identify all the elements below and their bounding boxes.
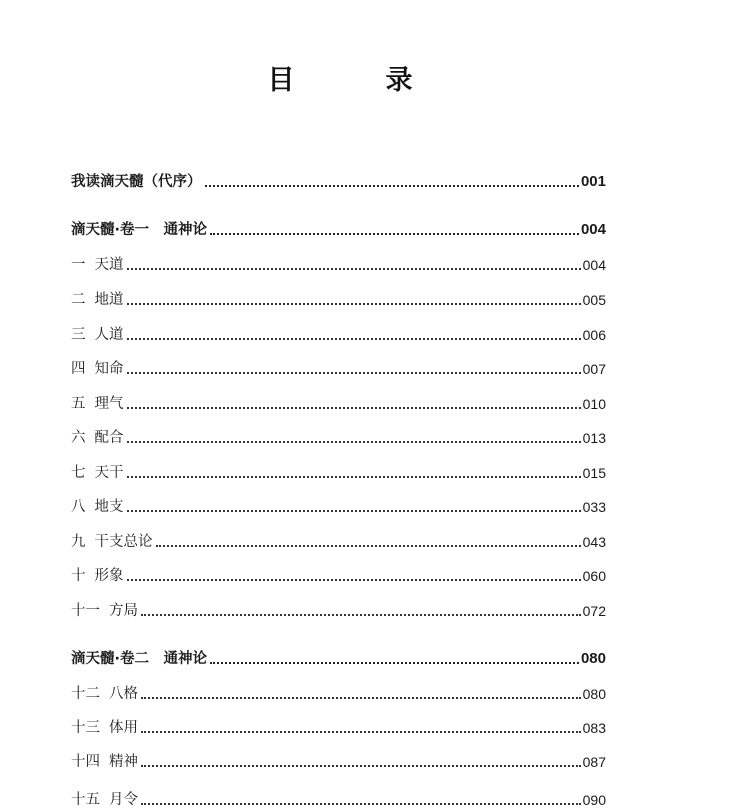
toc-entry[interactable] — [71, 680, 606, 704]
toc-entry-title: 月令 — [109, 792, 138, 808]
toc-leader-dots — [210, 662, 579, 664]
toc-leader-dots — [127, 476, 581, 478]
toc-entry-title: 滴天髓·卷二 通神论 — [71, 651, 208, 667]
toc-page-number: 080 — [580, 650, 606, 667]
toc-entry[interactable] — [71, 493, 606, 517]
toc-entry-number: 三 — [71, 327, 86, 343]
toc-page-number: 007 — [582, 361, 606, 377]
toc-entry[interactable] — [71, 251, 606, 275]
toc-entry-number: 四 — [71, 361, 86, 377]
toc-entry-number: 六 — [71, 430, 86, 446]
page-title: 目 录 — [267, 65, 445, 96]
toc-page-number: 043 — [582, 534, 606, 550]
toc-leader-dots — [141, 765, 581, 767]
toc-entry[interactable] — [71, 528, 606, 552]
toc-entry[interactable] — [71, 355, 606, 379]
toc-section-volume-2[interactable] — [71, 645, 606, 669]
toc-entry[interactable] — [71, 562, 606, 586]
toc-page-number: 083 — [582, 720, 606, 736]
toc-entry-title: 天道 — [94, 257, 124, 273]
toc-entry-number: 十四 — [71, 754, 100, 770]
toc-leader-dots — [141, 697, 581, 699]
toc-section-volume-1[interactable] — [71, 216, 606, 240]
toc-entry[interactable] — [71, 424, 606, 448]
toc-entry-title: 天干 — [94, 465, 124, 481]
toc-entry-number: 八 — [71, 499, 86, 515]
toc-page-number: 060 — [582, 568, 606, 584]
toc-entry[interactable] — [71, 714, 606, 738]
toc-page-number: 004 — [582, 257, 606, 273]
toc-entry[interactable] — [71, 748, 606, 772]
toc-page-number: 072 — [582, 603, 606, 619]
toc-entry-title: 地道 — [94, 292, 124, 308]
toc-page-number: 015 — [582, 465, 606, 481]
toc-entry-number: 十三 — [71, 720, 100, 736]
toc-entry-number: 十二 — [71, 686, 100, 702]
toc-entry-number: 九 — [71, 534, 86, 550]
toc-entry-title: 地支 — [94, 499, 124, 515]
toc-entry-title: 我读滴天髓（代序） — [71, 174, 202, 190]
toc-entry-title: 理气 — [94, 396, 124, 412]
toc-entry-number: 十 — [71, 568, 86, 584]
toc-entry[interactable] — [71, 786, 606, 810]
toc-entry-title: 八格 — [109, 686, 138, 702]
toc-entry[interactable] — [71, 321, 606, 345]
toc-leader-dots — [127, 338, 581, 340]
toc-entry-number: 一 — [71, 257, 86, 273]
toc-entry-title: 干支总论 — [94, 534, 153, 550]
toc-entry-cut-off — [71, 786, 606, 808]
toc-page-number: 033 — [582, 499, 606, 515]
toc-entry-number: 十五 — [71, 792, 100, 808]
toc-leader-dots — [127, 407, 581, 409]
toc-page-number: 080 — [582, 686, 606, 702]
toc-page-number: 013 — [582, 430, 606, 446]
toc-leader-dots — [127, 372, 581, 374]
toc-leader-dots — [127, 268, 581, 270]
toc-entry-title: 人道 — [94, 327, 124, 343]
toc-entry[interactable] — [71, 459, 606, 483]
toc-leader-dots — [141, 731, 581, 733]
toc-entry-title: 精神 — [109, 754, 138, 770]
toc-leader-dots — [127, 441, 581, 443]
toc-entry-preface[interactable] — [71, 168, 606, 192]
toc-entry-title: 体用 — [109, 720, 138, 736]
toc-entry-number: 二 — [71, 292, 86, 308]
toc-entry-title: 形象 — [94, 568, 124, 584]
toc-page-number: 006 — [582, 327, 606, 343]
toc-entry-number: 五 — [71, 396, 86, 412]
toc-page-number: 004 — [580, 221, 606, 238]
toc-leader-dots — [141, 803, 581, 805]
toc-leader-dots — [210, 233, 579, 235]
toc-page-number: 090 — [582, 792, 606, 808]
toc-entry-number: 七 — [71, 465, 86, 481]
toc-leader-dots — [127, 303, 581, 305]
toc-entry-title: 滴天髓·卷一 通神论 — [71, 222, 208, 238]
toc-leader-dots — [141, 614, 581, 616]
toc-page-number: 001 — [580, 173, 606, 190]
toc-entry[interactable] — [71, 286, 606, 310]
toc-leader-dots — [127, 579, 581, 581]
toc-entry-title: 知命 — [94, 361, 124, 377]
toc-entry-title: 方局 — [109, 603, 138, 619]
toc-entry-number: 十一 — [71, 603, 100, 619]
toc-entry[interactable] — [71, 597, 606, 621]
toc-page-number: 005 — [582, 292, 606, 308]
toc-leader-dots — [156, 545, 581, 547]
toc-page-number: 087 — [582, 754, 606, 770]
toc-page-number: 010 — [582, 396, 606, 412]
toc-entry[interactable] — [71, 390, 606, 414]
toc-entry-title: 配合 — [94, 430, 124, 446]
toc-leader-dots — [127, 510, 581, 512]
toc-leader-dots — [205, 185, 579, 187]
